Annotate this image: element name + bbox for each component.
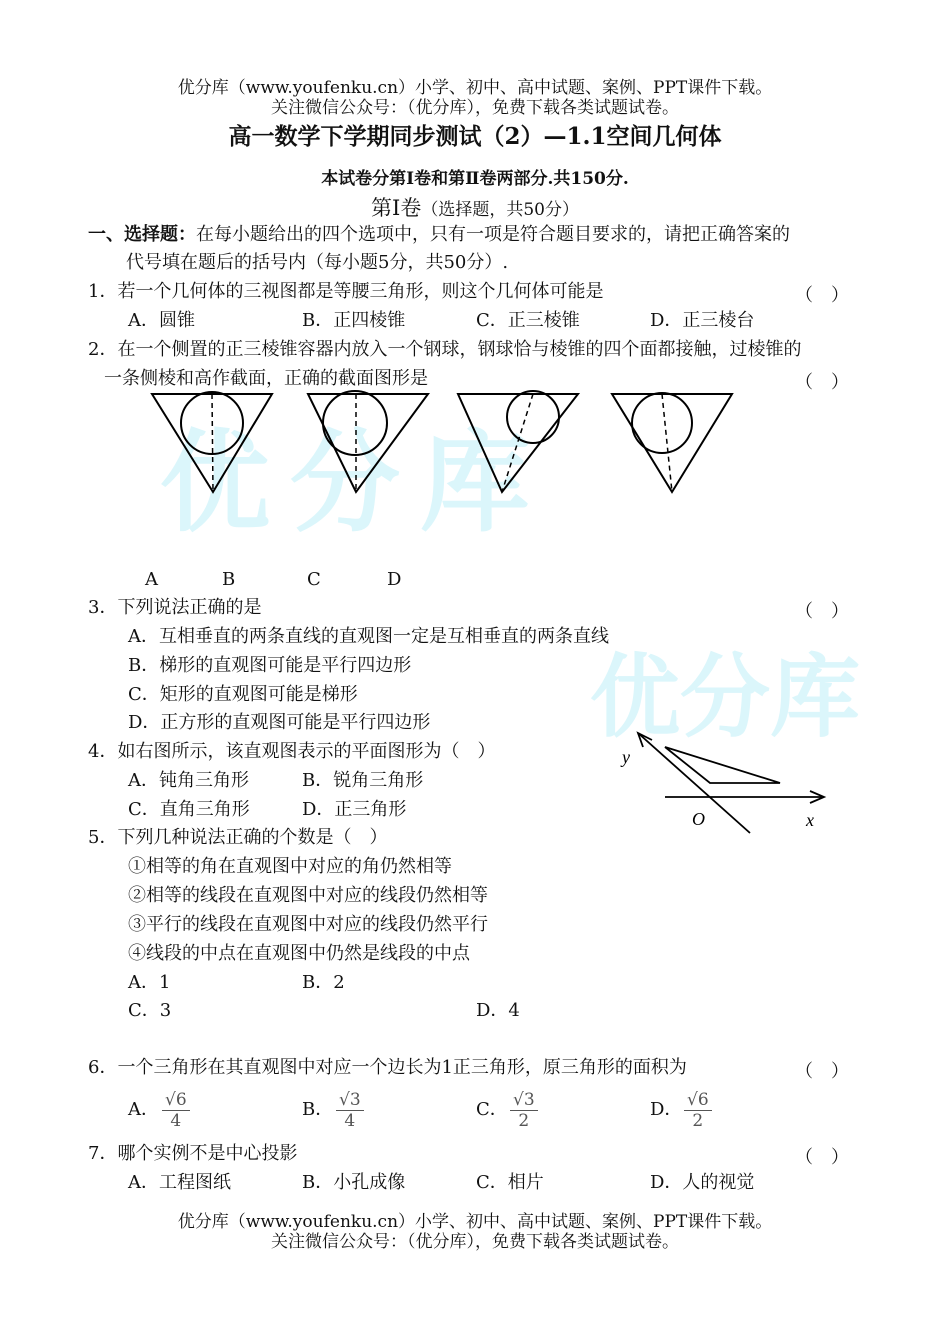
q2-figures: [150, 388, 740, 498]
section-note: （选择题，共50分）: [421, 200, 579, 220]
header-line-1: 优分库（www.youfenku.cn）小学、初中、高中试题、案例、PPT课件下载。: [177, 78, 773, 98]
q1-stem: 1．若一个几何体的三视图都是等腰三角形，则这个几何体可能是: [88, 281, 604, 302]
q6-fraction-a: [162, 1090, 190, 1131]
q5-statement-2: ②相等的线段在直观图中对应的线段仍然相等: [128, 885, 488, 906]
q6-b-numerator: √3: [336, 1090, 364, 1111]
q7-option-d: D．人的视觉: [650, 1172, 755, 1193]
section-title: [0, 192, 950, 222]
q4-option-b: B．锐角三角形: [302, 770, 424, 791]
q6-answer-paren: （ ）: [795, 1061, 849, 1082]
q7-option-c: C．相片: [476, 1172, 544, 1193]
watermark-right: 优分库: [590, 645, 860, 750]
subtitle: 本试卷分第Ⅰ卷和第Ⅱ卷两部分.共150分.: [321, 169, 629, 189]
q2-label-a: A: [145, 569, 158, 590]
page-title: 高一数学下学期同步测试（2）—1.1空间几何体: [228, 123, 722, 150]
q6-option-b: B．: [302, 1099, 334, 1120]
q4-option-a: A．钝角三角形: [128, 770, 249, 791]
q2-figure-d: [612, 393, 732, 492]
q6-stem: 6．一个三角形在其直观图中对应一个边长为1正三角形，原三角形的面积为: [88, 1057, 687, 1078]
q6-fraction-c: [510, 1090, 538, 1131]
q6-fraction-b: [336, 1090, 364, 1131]
q2-label-d: D: [387, 569, 402, 590]
q6-d-numerator: √6: [684, 1090, 712, 1111]
q7-option-b: B．小孔成像: [302, 1172, 406, 1193]
q1-answer-paren: （ ）: [795, 285, 849, 306]
q1-option-d: D．正三棱台: [650, 310, 755, 331]
part1-instructions-2: 代号填在题后的括号内（每小题5分，共50分）.: [126, 252, 509, 273]
footer-line-1: 优分库（www.youfenku.cn）小学、初中、高中试题、案例、PPT课件下载。: [177, 1212, 773, 1232]
part1-text: 在每小题给出的四个选项中，只有一项是符合题目要求的，请把正确答案的: [196, 224, 790, 245]
q1-option-b: B．正四棱锥: [302, 310, 406, 331]
q5-option-b: B．2: [302, 972, 345, 993]
q7-stem: 7．哪个实例不是中心投影: [88, 1143, 298, 1164]
q4-triangle: [665, 747, 780, 783]
q6-a-denominator: 4: [170, 1111, 182, 1131]
q4-stem: 4．如右图所示，该直观图表示的平面图形为（ ）: [88, 741, 496, 762]
q6-c-denominator: 2: [518, 1111, 530, 1131]
q3-stem: 3．下列说法正确的是: [88, 597, 262, 618]
q6-d-denominator: 2: [692, 1111, 704, 1131]
q4-option-d: D．正三角形: [302, 799, 407, 820]
q3-option-a: A．互相垂直的两条直线的直观图一定是互相垂直的两条直线: [128, 626, 609, 647]
watermark-top: 优分库: [160, 419, 550, 547]
q4-o-label: O: [692, 809, 705, 829]
q2-figure-b: [308, 391, 428, 492]
q6-c-numerator: √3: [510, 1090, 538, 1111]
q6-option-c: C．: [476, 1099, 508, 1120]
q3-option-b: B．梯形的直观图可能是平行四边形: [128, 655, 412, 676]
q5-statement-4: ④线段的中点在直观图中仍然是线段的中点: [128, 943, 470, 964]
q5-option-a: A．1: [128, 972, 171, 993]
q6-a-numerator: √6: [162, 1090, 190, 1111]
q6-option-d: D．: [650, 1099, 683, 1120]
q5-stem: 5．下列几种说法正确的个数是（ ）: [88, 827, 388, 848]
section-name: 第Ⅰ卷: [371, 196, 422, 220]
q5-statement-3: ③平行的线段在直观图中对应的线段仍然平行: [128, 914, 488, 935]
q6-fraction-d: [684, 1090, 712, 1131]
q7-answer-paren: （ ）: [795, 1147, 849, 1168]
q1-option-c: C．正三棱锥: [476, 310, 580, 331]
q4-figure: [610, 725, 835, 835]
q2-label-c: C: [307, 569, 321, 590]
q2-stem: 2．在一个侧置的正三棱锥容器内放入一个钢球，钢球恰与棱锥的四个面都接触，过棱锥的: [88, 339, 802, 360]
q6-b-denominator: 4: [344, 1111, 356, 1131]
q5-option-c: C．3: [128, 1000, 172, 1021]
q1-option-a: A．圆锥: [128, 310, 195, 331]
q4-x-label: x: [806, 810, 814, 830]
q4-y-label: y: [622, 747, 630, 767]
q4-option-c: C．直角三角形: [128, 799, 250, 820]
q7-option-a: A．工程图纸: [128, 1172, 231, 1193]
q5-statement-1: ①相等的角在直观图中对应的角仍然相等: [128, 856, 452, 877]
q2-label-b: B: [222, 569, 236, 590]
q3-answer-paren: （ ）: [795, 601, 849, 622]
part1-instructions: [88, 224, 790, 246]
footer-line-2: 关注微信公众号：（优分库），免费下载各类试题试卷。: [271, 1232, 679, 1252]
q3-option-d: D．正方形的直观图可能是平行四边形: [128, 712, 431, 733]
q5-option-d: D．4: [476, 1000, 520, 1021]
q6-option-a: A．: [128, 1099, 159, 1120]
header-line-2: 关注微信公众号：（优分库），免费下载各类试题试卷。: [271, 98, 679, 118]
q2-figure-a: [152, 392, 272, 492]
q2-answer-paren: （ ）: [795, 372, 849, 393]
q2-figure-c: [458, 391, 578, 492]
q2-stem-2: 一条侧棱和高作截面，正确的截面图形是: [104, 368, 428, 389]
part1-head: 一、选择题：: [88, 224, 196, 245]
q3-option-c: C．矩形的直观图可能是梯形: [128, 684, 358, 705]
